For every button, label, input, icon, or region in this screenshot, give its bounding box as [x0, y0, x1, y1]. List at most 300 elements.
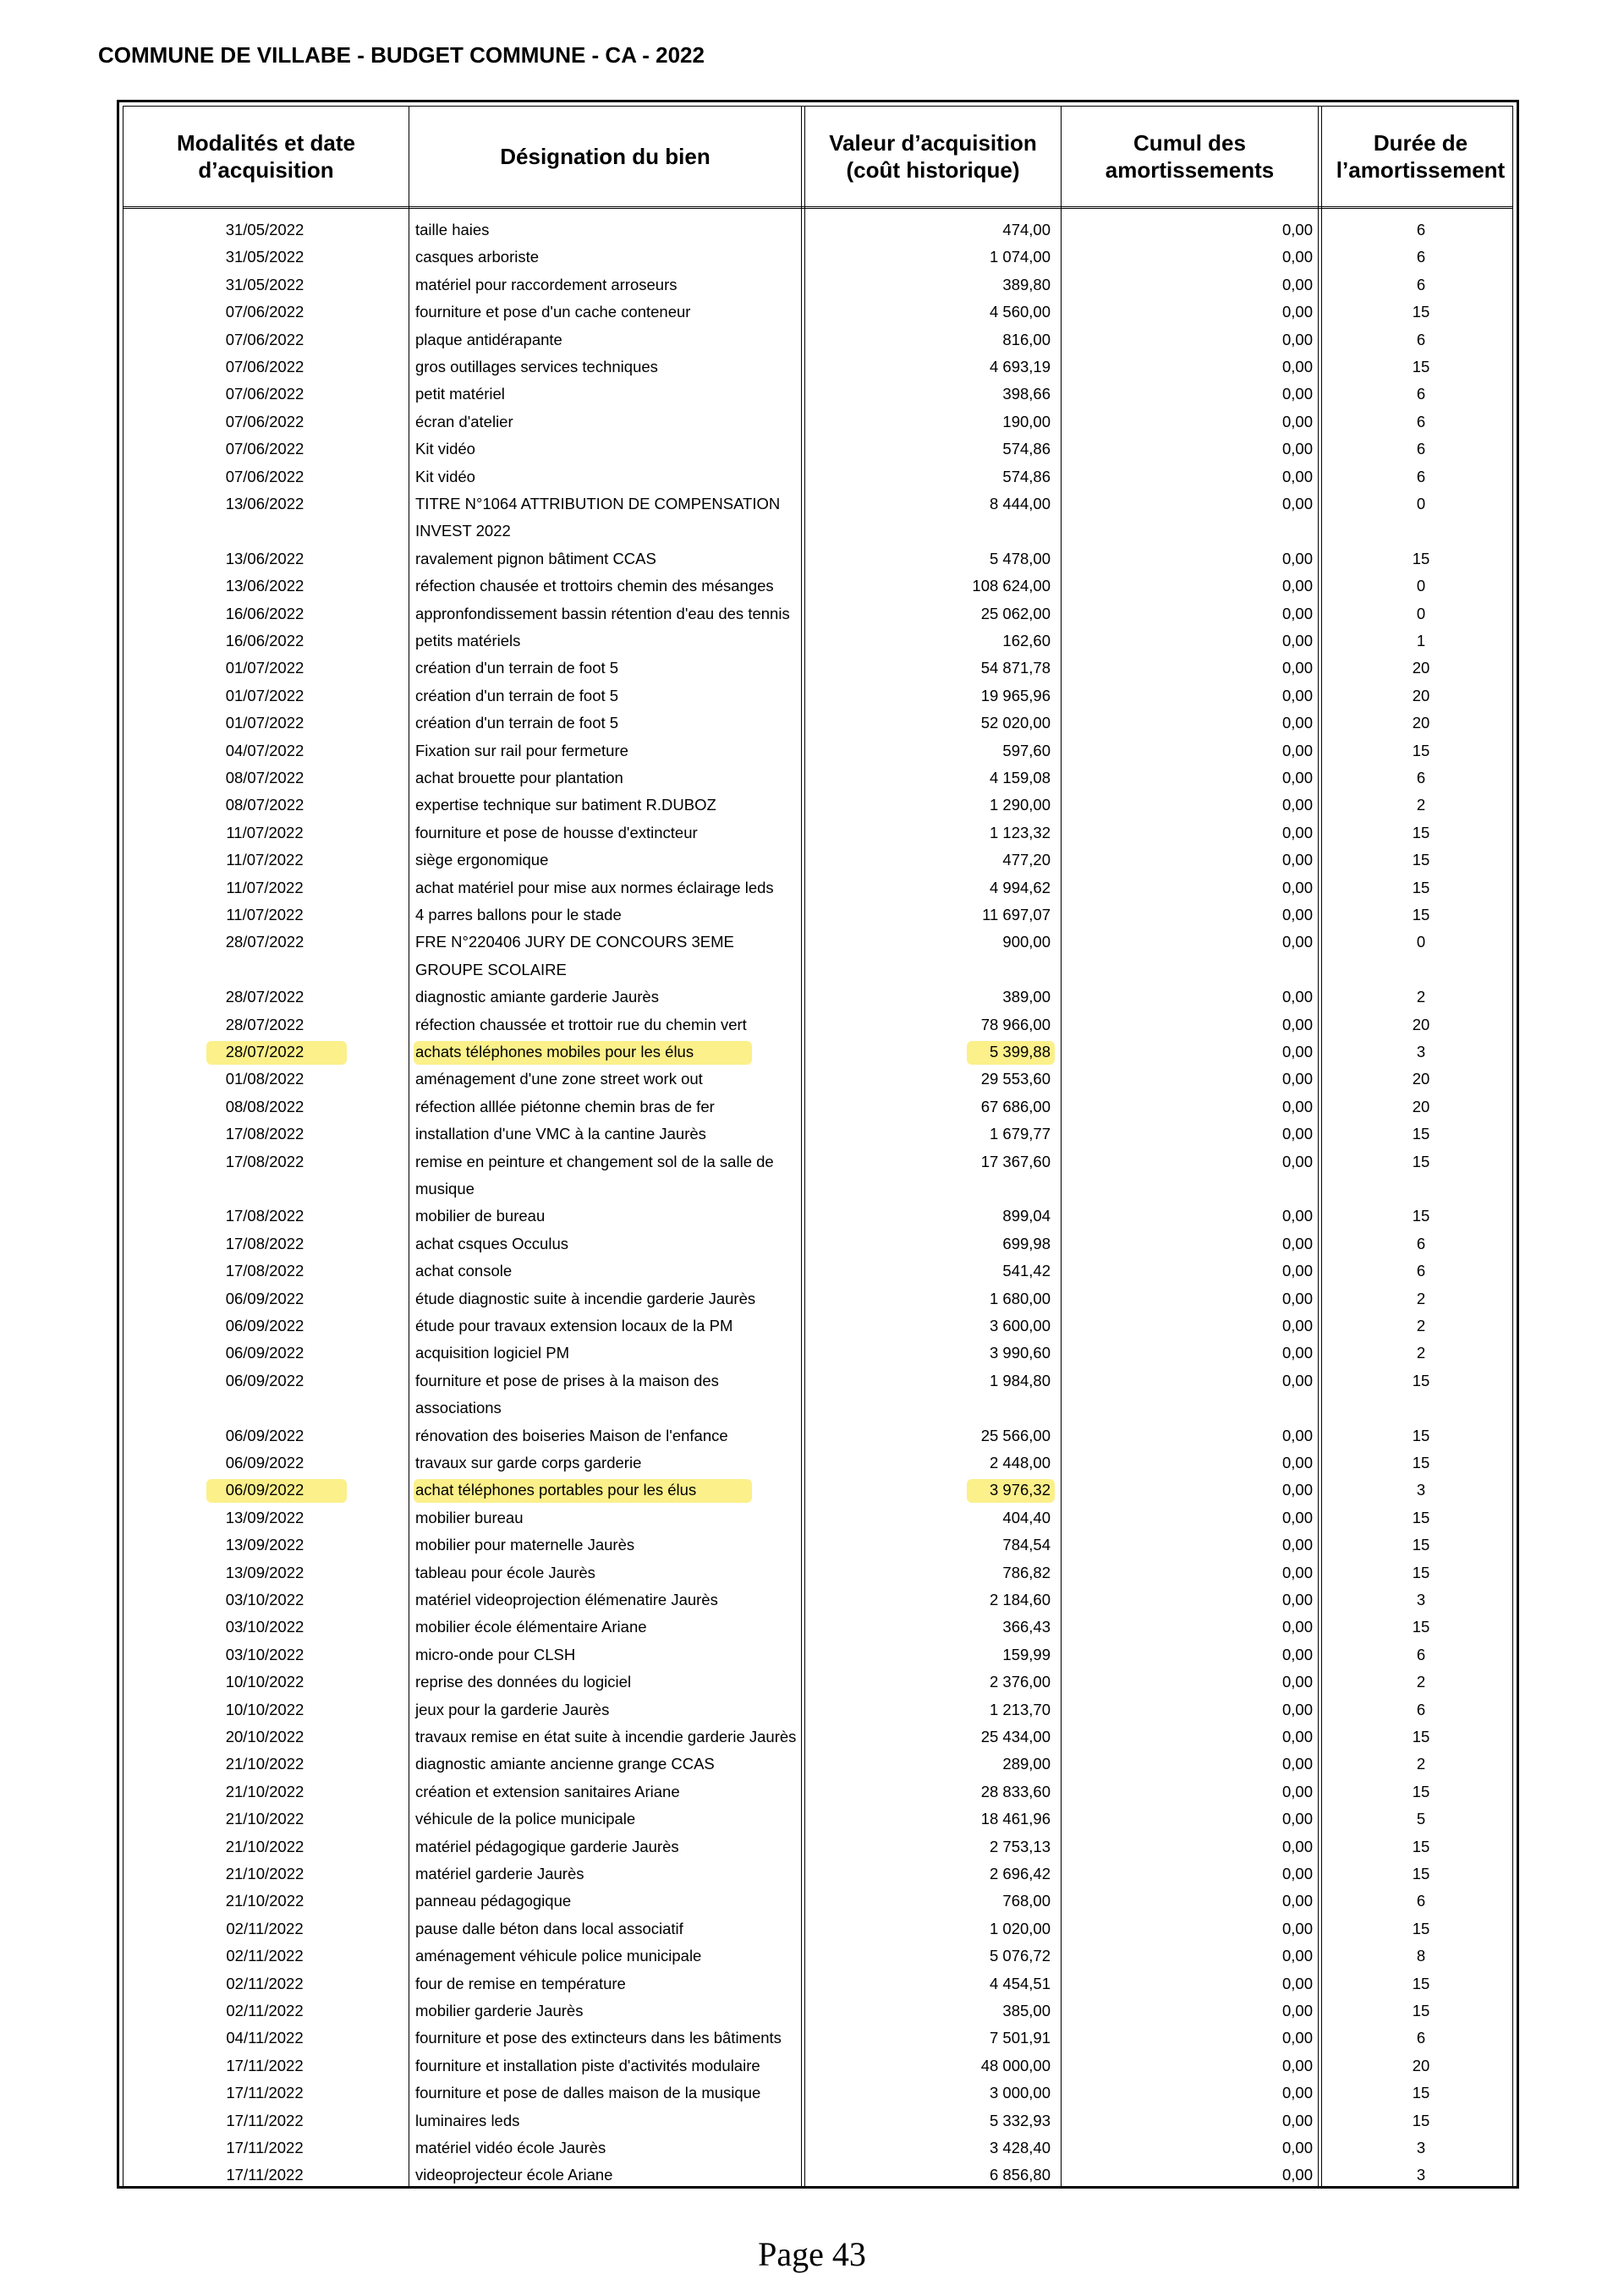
table-row: [123, 1340, 1512, 1367]
cell-cumulative-depreciation: 0,00: [1281, 1125, 1313, 1143]
cell-acquisition-value: 17 367,60: [980, 1152, 1051, 1170]
cell-cumulative-depreciation: 0,00: [1281, 2166, 1313, 2184]
cell-cumulative-depreciation: 0,00: [1281, 686, 1313, 704]
cell-acquisition-value: 29 553,60: [980, 1070, 1051, 1088]
cell-cumulative-depreciation: 0,00: [1281, 1015, 1313, 1033]
table-row: [123, 1175, 1512, 1203]
cell-duration: 15: [1412, 549, 1430, 567]
cell-duration: 6: [1416, 1892, 1426, 1910]
table-row: [123, 1532, 1512, 1559]
cell-cumulative-depreciation: 0,00: [1281, 1426, 1313, 1444]
cell-designation: mobilier garderie Jaurès: [415, 2002, 584, 2019]
cell-cumulative-depreciation: 0,00: [1281, 1892, 1313, 1910]
cell-date: 17/11/2022: [226, 2056, 304, 2074]
cell-cumulative-depreciation: 0,00: [1281, 741, 1313, 759]
table-row: [123, 874, 1512, 901]
cell-acquisition-value: 541,42: [1002, 1262, 1051, 1280]
table-row: [123, 1778, 1512, 1806]
table-row: [123, 1614, 1512, 1641]
cell-cumulative-depreciation: 0,00: [1281, 1865, 1313, 1882]
cell-cumulative-depreciation: 0,00: [1281, 1262, 1313, 1280]
cell-date: 02/11/2022: [226, 1919, 304, 1937]
cell-designation: achats téléphones mobiles pour les élus: [415, 1043, 694, 1060]
cell-duration: 6: [1416, 2029, 1426, 2047]
cell-designation: écran d'atelier: [415, 412, 513, 430]
cell-designation: mobilier de bureau: [415, 1207, 546, 1225]
cell-cumulative-depreciation: 0,00: [1281, 1454, 1313, 1471]
cell-date: 06/09/2022: [225, 1289, 304, 1307]
header-depreciation-duration: Durée de l’amortissement: [1336, 130, 1506, 183]
cell-cumulative-depreciation: 0,00: [1281, 577, 1313, 595]
cell-duration: 8: [1416, 1947, 1426, 1965]
cell-duration: 2: [1416, 796, 1426, 814]
cell-acquisition-value: 190,00: [1002, 412, 1051, 430]
cell-duration: 3: [1416, 1043, 1426, 1060]
cell-date: 21/10/2022: [225, 1810, 304, 1828]
cell-cumulative-depreciation: 0,00: [1281, 906, 1313, 923]
cell-acquisition-value: 18 461,96: [980, 1810, 1051, 1828]
cell-cumulative-depreciation: 0,00: [1281, 385, 1313, 403]
cell-date: 13/09/2022: [225, 1508, 304, 1526]
cell-date: 01/07/2022: [225, 659, 304, 677]
cell-designation: micro-onde pour CLSH: [415, 1645, 576, 1663]
cell-cumulative-depreciation: 0,00: [1281, 1673, 1313, 1691]
cell-cumulative-depreciation: 0,00: [1281, 769, 1313, 786]
cell-designation: reprise des données du logiciel: [415, 1673, 632, 1691]
cell-duration: 2: [1416, 1289, 1426, 1307]
cell-date: 03/10/2022: [225, 1645, 304, 1663]
cell-acquisition-value: 3 600,00: [989, 1317, 1051, 1334]
cell-date: 07/06/2022: [225, 330, 304, 348]
header-acquisition-value: Valeur d’acquisition (coût historique): [829, 130, 1037, 183]
table-row: [123, 1669, 1512, 1696]
cell-acquisition-value: 2 753,13: [989, 1837, 1051, 1855]
cell-designation: fourniture et pose de dalles maison de la musique: [415, 2084, 761, 2102]
cell-duration: 6: [1416, 275, 1426, 293]
cell-designation: réfection chausée et trottoirs chemin des mésanges: [415, 577, 774, 595]
table-row: [123, 1915, 1512, 1943]
cell-date: 17/08/2022: [225, 1234, 304, 1252]
cell-designation: associations: [415, 1399, 502, 1417]
cell-designation: travaux remise en état suite à incendie garderie Jaurès: [415, 1728, 797, 1745]
cell-cumulative-depreciation: 0,00: [1281, 1563, 1313, 1581]
cell-designation: GROUPE SCOLAIRE: [415, 960, 567, 978]
cell-date: 06/09/2022: [225, 1481, 304, 1499]
cell-date: 02/11/2022: [226, 1947, 304, 1965]
table-row: [123, 1066, 1512, 1093]
cell-duration: 15: [1412, 1618, 1430, 1636]
cell-acquisition-value: 5 478,00: [989, 549, 1051, 567]
table-row: [123, 929, 1512, 956]
table-row: [123, 518, 1512, 545]
cell-cumulative-depreciation: 0,00: [1281, 1782, 1313, 1800]
cell-date: 21/10/2022: [225, 1865, 304, 1882]
cell-duration: 0: [1416, 495, 1426, 512]
cell-duration: 6: [1416, 1700, 1426, 1718]
cell-duration: 6: [1416, 769, 1426, 786]
table-row: [123, 1504, 1512, 1532]
cell-duration: 20: [1412, 659, 1430, 677]
cell-acquisition-value: 404,40: [1002, 1508, 1051, 1526]
cell-duration: 15: [1412, 1426, 1430, 1444]
cell-cumulative-depreciation: 0,00: [1281, 1536, 1313, 1554]
cell-cumulative-depreciation: 0,00: [1281, 1234, 1313, 1252]
cell-acquisition-value: 899,04: [1002, 1207, 1051, 1225]
cell-cumulative-depreciation: 0,00: [1281, 1508, 1313, 1526]
cell-date: 11/07/2022: [226, 823, 304, 841]
cell-date: 01/08/2022: [225, 1070, 304, 1088]
cell-acquisition-value: 289,00: [1002, 1755, 1051, 1773]
cell-acquisition-value: 574,86: [1002, 467, 1051, 485]
cell-acquisition-value: 2 184,60: [989, 1591, 1051, 1608]
cell-designation: musique: [415, 1180, 475, 1197]
cell-cumulative-depreciation: 0,00: [1281, 467, 1313, 485]
cell-designation: Kit vidéo: [415, 467, 475, 485]
cell-date: 17/08/2022: [225, 1207, 304, 1225]
cell-cumulative-depreciation: 0,00: [1281, 1344, 1313, 1362]
document-title: COMMUNE DE VILLABE - BUDGET COMMUNE - CA - 2022: [98, 42, 705, 68]
cell-acquisition-value: 1 074,00: [989, 248, 1051, 266]
cell-acquisition-value: 28 833,60: [980, 1782, 1051, 1800]
cell-acquisition-value: 786,82: [1002, 1563, 1051, 1581]
cell-designation: fourniture et pose de prises à la maison des: [415, 1371, 719, 1389]
cell-date: 13/09/2022: [225, 1536, 304, 1554]
cell-designation: gros outillages services techniques: [415, 358, 658, 375]
cell-acquisition-value: 3 990,60: [989, 1344, 1051, 1362]
cell-acquisition-value: 784,54: [1002, 1536, 1051, 1554]
table-row: [123, 381, 1512, 408]
cell-cumulative-depreciation: 0,00: [1281, 1097, 1313, 1115]
table-row: [123, 1285, 1512, 1312]
cell-acquisition-value: 11 697,07: [982, 906, 1051, 923]
cell-date: 07/06/2022: [225, 385, 304, 403]
cell-cumulative-depreciation: 0,00: [1281, 2029, 1313, 2047]
cell-designation: casques arboriste: [415, 248, 540, 266]
fixed-assets-table: [117, 100, 1519, 2189]
cell-duration: 2: [1416, 1673, 1426, 1691]
table-row: [123, 299, 1512, 326]
table-row: [123, 1395, 1512, 1422]
cell-duration: 0: [1416, 604, 1426, 622]
table-row: [123, 627, 1512, 655]
cell-date: 02/11/2022: [226, 1974, 304, 1992]
cell-designation: achat csques Occulus: [415, 1234, 568, 1252]
cell-acquisition-value: 389,80: [1002, 275, 1051, 293]
cell-date: 28/07/2022: [225, 988, 304, 1006]
table-row: [123, 984, 1512, 1011]
cell-cumulative-depreciation: 0,00: [1281, 1152, 1313, 1170]
cell-designation: siège ergonomique: [415, 851, 549, 869]
cell-designation: fourniture et pose des extincteurs dans les bâtiments: [415, 2029, 782, 2047]
cell-acquisition-value: 1 290,00: [989, 796, 1051, 814]
cell-date: 21/10/2022: [225, 1755, 304, 1773]
cell-duration: 0: [1416, 933, 1426, 951]
cell-acquisition-value: 25 566,00: [980, 1426, 1051, 1444]
cell-date: 10/10/2022: [225, 1673, 304, 1691]
cell-cumulative-depreciation: 0,00: [1281, 2002, 1313, 2019]
cell-cumulative-depreciation: 0,00: [1281, 303, 1313, 321]
cell-designation: panneau pédagogique: [415, 1892, 572, 1910]
table-row: [123, 1011, 1512, 1038]
cell-duration: 15: [1412, 1728, 1430, 1745]
cell-duration: 2: [1416, 1755, 1426, 1773]
cell-cumulative-depreciation: 0,00: [1281, 1755, 1313, 1773]
cell-acquisition-value: 7 501,91: [989, 2029, 1051, 2047]
cell-cumulative-depreciation: 0,00: [1281, 988, 1313, 1006]
cell-date: 07/06/2022: [225, 440, 304, 458]
cell-cumulative-depreciation: 0,00: [1281, 1317, 1313, 1334]
table-row: [123, 244, 1512, 271]
cell-cumulative-depreciation: 0,00: [1281, 1289, 1313, 1307]
table-row: [123, 792, 1512, 819]
cell-designation: INVEST 2022: [415, 522, 511, 540]
cell-designation: ravalement pignon bâtiment CCAS: [415, 549, 656, 567]
cell-date: 02/11/2022: [226, 2002, 304, 2019]
cell-date: 07/06/2022: [225, 467, 304, 485]
cell-date: 17/08/2022: [225, 1152, 304, 1170]
cell-designation: expertise technique sur batiment R.DUBOZ: [415, 796, 716, 814]
cell-cumulative-depreciation: 0,00: [1281, 1043, 1313, 1060]
cell-designation: luminaires leds: [415, 2111, 520, 2129]
cell-duration: 6: [1416, 330, 1426, 348]
header-date: Modalités et date d’acquisition: [177, 130, 355, 183]
cell-cumulative-depreciation: 0,00: [1281, 851, 1313, 869]
cell-acquisition-value: 54 871,78: [980, 659, 1051, 677]
table-row: [123, 655, 1512, 682]
cell-cumulative-depreciation: 0,00: [1281, 358, 1313, 375]
cell-duration: 3: [1416, 2139, 1426, 2156]
cell-cumulative-depreciation: 0,00: [1281, 330, 1313, 348]
cell-acquisition-value: 768,00: [1002, 1892, 1051, 1910]
cell-cumulative-depreciation: 0,00: [1281, 2111, 1313, 2129]
cell-cumulative-depreciation: 0,00: [1281, 714, 1313, 732]
cell-acquisition-value: 4 159,08: [989, 769, 1051, 786]
cell-designation: mobilier bureau: [415, 1508, 524, 1526]
cell-duration: 2: [1416, 1317, 1426, 1334]
cell-designation: réfection alllée piétonne chemin bras de fer: [415, 1097, 715, 1115]
cell-date: 07/06/2022: [225, 358, 304, 375]
cell-duration: 15: [1412, 358, 1430, 375]
cell-acquisition-value: 2 376,00: [989, 1673, 1051, 1691]
cell-designation: 4 parres ballons pour le stade: [415, 906, 622, 923]
cell-acquisition-value: 4 560,00: [989, 303, 1051, 321]
table-row: [123, 1422, 1512, 1449]
cell-duration: 5: [1416, 1810, 1426, 1828]
cell-duration: 6: [1416, 221, 1426, 238]
cell-designation: fourniture et pose de housse d'extincteur: [415, 823, 698, 841]
cell-designation: matériel pour raccordement arroseurs: [415, 275, 678, 293]
cell-designation: matériel pédagogique garderie Jaurès: [415, 1837, 679, 1855]
cell-cumulative-depreciation: 0,00: [1281, 933, 1313, 951]
cell-date: 17/11/2022: [226, 2084, 304, 2102]
cell-date: 01/07/2022: [225, 686, 304, 704]
cell-duration: 6: [1416, 385, 1426, 403]
cell-cumulative-depreciation: 0,00: [1281, 1371, 1313, 1389]
cell-duration: 20: [1412, 1070, 1430, 1088]
cell-date: 08/07/2022: [225, 769, 304, 786]
cell-designation: étude pour travaux extension locaux de la PM: [415, 1317, 733, 1334]
cell-duration: 15: [1412, 1837, 1430, 1855]
cell-duration: 15: [1412, 1371, 1430, 1389]
table-row: [123, 1038, 1512, 1066]
table-row: [123, 1148, 1512, 1175]
cell-designation: jeux pour la garderie Jaurès: [415, 1700, 610, 1718]
cell-cumulative-depreciation: 0,00: [1281, 2139, 1313, 2156]
cell-duration: 20: [1412, 2056, 1430, 2074]
table-row: [123, 847, 1512, 874]
cell-date: 03/10/2022: [225, 1591, 304, 1608]
table-row: [123, 1997, 1512, 2025]
cell-designation: travaux sur garde corps garderie: [415, 1454, 642, 1471]
cell-acquisition-value: 4 693,19: [989, 358, 1051, 375]
cell-cumulative-depreciation: 0,00: [1281, 1919, 1313, 1937]
cell-designation: achat brouette pour plantation: [415, 769, 623, 786]
cell-date: 11/07/2022: [226, 906, 304, 923]
cell-acquisition-value: 398,66: [1002, 385, 1051, 403]
table-row: [123, 2162, 1512, 2189]
cell-cumulative-depreciation: 0,00: [1281, 1070, 1313, 1088]
cell-date: 17/11/2022: [226, 2166, 304, 2184]
cell-duration: 15: [1412, 1865, 1430, 1882]
cell-acquisition-value: 597,60: [1002, 741, 1051, 759]
cell-date: 06/09/2022: [225, 1371, 304, 1389]
cell-designation: réfection chaussée et trottoir rue du chemin vert: [415, 1015, 747, 1033]
cell-designation: création d'un terrain de foot 5: [415, 714, 619, 732]
cell-date: 01/07/2022: [225, 714, 304, 732]
cell-acquisition-value: 366,43: [1002, 1618, 1051, 1636]
cell-date: 21/10/2022: [225, 1782, 304, 1800]
table-row: [123, 1559, 1512, 1586]
cell-acquisition-value: 699,98: [1002, 1234, 1051, 1252]
cell-acquisition-value: 816,00: [1002, 330, 1051, 348]
cell-cumulative-depreciation: 0,00: [1281, 549, 1313, 567]
table-row: [123, 490, 1512, 518]
header-designation: Désignation du bien: [500, 144, 710, 169]
cell-designation: mobilier pour maternelle Jaurès: [415, 1536, 635, 1554]
cell-duration: 15: [1412, 1782, 1430, 1800]
cell-duration: 0: [1416, 577, 1426, 595]
cell-acquisition-value: 2 448,00: [989, 1454, 1051, 1471]
table-row: [123, 1477, 1512, 1504]
cell-designation: Kit vidéo: [415, 440, 475, 458]
cell-cumulative-depreciation: 0,00: [1281, 796, 1313, 814]
cell-designation: véhicule de la police municipale: [415, 1810, 636, 1828]
cell-cumulative-depreciation: 0,00: [1281, 221, 1313, 238]
cell-duration: 15: [1412, 1508, 1430, 1526]
cell-acquisition-value: 5 332,93: [989, 2111, 1051, 2129]
cell-date: 17/11/2022: [226, 2111, 304, 2129]
table-row: [123, 1888, 1512, 1915]
table-row: [123, 600, 1512, 627]
cell-designation: taille haies: [415, 221, 490, 238]
table-row: [123, 216, 1512, 244]
cell-date: 28/07/2022: [225, 1043, 304, 1060]
table-header: [123, 107, 1512, 209]
cell-cumulative-depreciation: 0,00: [1281, 1618, 1313, 1636]
cell-acquisition-value: 25 434,00: [980, 1728, 1051, 1745]
cell-date: 06/09/2022: [225, 1454, 304, 1471]
cell-acquisition-value: 477,20: [1002, 851, 1051, 869]
cell-designation: rénovation des boiseries Maison de l'enfance: [415, 1426, 728, 1444]
cell-date: 28/07/2022: [225, 1015, 304, 1033]
table-row: [123, 2080, 1512, 2107]
table-row: [123, 545, 1512, 573]
cell-designation: appronfondissement bassin rétention d'eau des tennis: [415, 604, 790, 622]
cell-designation: mobilier école élémentaire Ariane: [415, 1618, 647, 1636]
cell-duration: 20: [1412, 1097, 1430, 1115]
cell-cumulative-depreciation: 0,00: [1281, 1974, 1313, 1992]
cell-date: 08/08/2022: [225, 1097, 304, 1115]
cell-designation: achat téléphones portables pour les élus: [415, 1481, 697, 1499]
table-row: [123, 819, 1512, 847]
cell-cumulative-depreciation: 0,00: [1281, 275, 1313, 293]
table-row: [123, 2107, 1512, 2134]
cell-acquisition-value: 385,00: [1002, 2002, 1051, 2019]
cell-designation: FRE N°220406 JURY DE CONCOURS 3EME: [415, 933, 734, 951]
cell-designation: création d'un terrain de foot 5: [415, 686, 619, 704]
cell-date: 04/11/2022: [226, 2029, 304, 2047]
cell-acquisition-value: 67 686,00: [980, 1097, 1051, 1115]
table-row: [123, 1860, 1512, 1888]
cell-date: 10/10/2022: [225, 1700, 304, 1718]
cell-acquisition-value: 1 020,00: [989, 1919, 1051, 1937]
cell-date: 17/08/2022: [225, 1125, 304, 1143]
cell-duration: 15: [1412, 2002, 1430, 2019]
cell-designation: four de remise en température: [415, 1974, 626, 1992]
cell-duration: 15: [1412, 2111, 1430, 2129]
cell-date: 17/08/2022: [225, 1262, 304, 1280]
table-row: [123, 271, 1512, 299]
cell-date: 31/05/2022: [225, 248, 304, 266]
cell-designation: matériel videoprojection élémenatire Jaurès: [415, 1591, 718, 1608]
cell-date: 31/05/2022: [225, 275, 304, 293]
cell-cumulative-depreciation: 0,00: [1281, 1810, 1313, 1828]
cell-date: 16/06/2022: [225, 604, 304, 622]
cell-duration: 6: [1416, 1262, 1426, 1280]
cell-designation: installation d'une VMC à la cantine Jaurès: [415, 1125, 706, 1143]
cell-cumulative-depreciation: 0,00: [1281, 248, 1313, 266]
cell-acquisition-value: 3 428,40: [989, 2139, 1051, 2156]
cell-acquisition-value: 4 454,51: [989, 1974, 1051, 1992]
cell-duration: 15: [1412, 2084, 1430, 2102]
cell-designation: acquisition logiciel PM: [415, 1344, 570, 1362]
cell-acquisition-value: 162,60: [1002, 632, 1051, 649]
cell-designation: achat console: [415, 1262, 513, 1280]
cell-cumulative-depreciation: 0,00: [1281, 412, 1313, 430]
cell-duration: 6: [1416, 248, 1426, 266]
cell-cumulative-depreciation: 0,00: [1281, 823, 1313, 841]
cell-duration: 15: [1412, 741, 1430, 759]
cell-acquisition-value: 474,00: [1002, 221, 1051, 238]
cell-date: 13/09/2022: [225, 1563, 304, 1581]
cell-date: 04/07/2022: [225, 741, 304, 759]
cell-acquisition-value: 78 966,00: [980, 1015, 1051, 1033]
cell-acquisition-value: 2 696,42: [989, 1865, 1051, 1882]
table-row: [123, 2052, 1512, 2080]
cell-cumulative-depreciation: 0,00: [1281, 2084, 1313, 2102]
cell-date: 21/10/2022: [225, 1892, 304, 1910]
cell-cumulative-depreciation: 0,00: [1281, 1645, 1313, 1663]
cell-duration: 2: [1416, 988, 1426, 1006]
table-row: [123, 1696, 1512, 1723]
cell-designation: TITRE N°1064 ATTRIBUTION DE COMPENSATION: [415, 495, 781, 512]
cell-designation: Fixation sur rail pour fermeture: [415, 741, 628, 759]
cell-duration: 15: [1412, 303, 1430, 321]
cell-designation: matériel vidéo école Jaurès: [415, 2139, 606, 2156]
cell-date: 11/07/2022: [226, 851, 304, 869]
table-row: [123, 1806, 1512, 1833]
table-row: [123, 1723, 1512, 1751]
